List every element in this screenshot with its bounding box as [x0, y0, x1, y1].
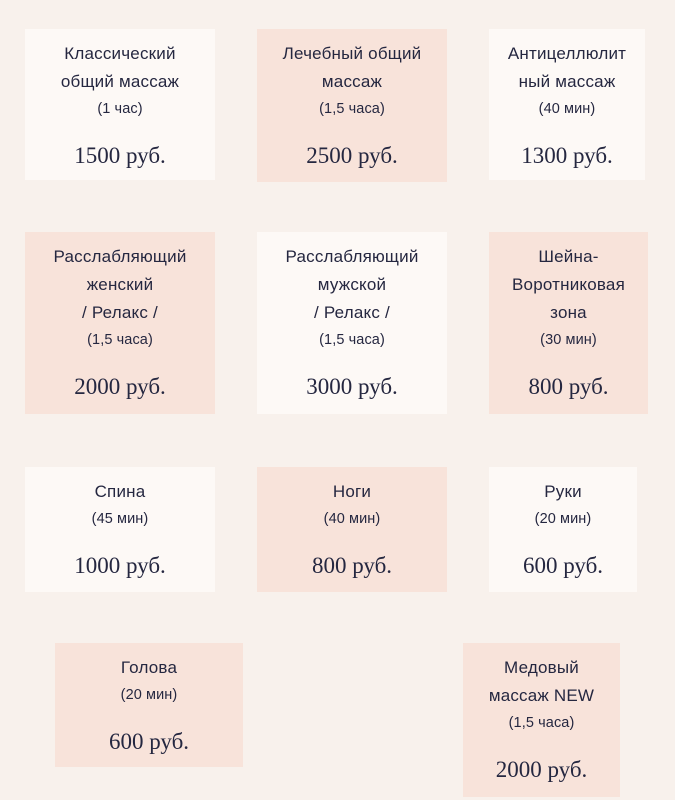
price-card-neck-collar-zone: [489, 232, 648, 414]
service-price: 2000 руб.: [74, 374, 166, 399]
service-title: [495, 478, 631, 506]
service-title: [263, 478, 441, 506]
service-title-line: ный массаж: [518, 72, 616, 91]
service-duration: (20 мин): [534, 511, 592, 527]
price-card-relax-women: [25, 232, 215, 414]
price-card-arms: [489, 467, 637, 592]
service-title: [495, 40, 639, 96]
service-title: [31, 40, 209, 96]
service-title-line: Расслабляющий: [285, 247, 419, 266]
price-card-honey-massage: [463, 643, 620, 797]
price-card-classic-general: [25, 29, 215, 180]
service-price: 600 руб.: [522, 553, 604, 578]
service-duration: (40 мин): [323, 511, 381, 527]
service-title: [31, 478, 209, 506]
service-title-line: Голова: [120, 658, 178, 677]
service-title: [31, 243, 209, 327]
service-title-line: Антицеллюлит: [507, 44, 627, 63]
service-title-line: мужской: [317, 275, 387, 294]
service-title-line: зона: [550, 303, 587, 322]
service-title: [61, 654, 237, 682]
service-price: 2000 руб.: [495, 757, 588, 782]
service-title-line: Лечебный общий: [282, 44, 422, 63]
price-card-anticellulite: [489, 29, 645, 180]
service-title-line: Руки: [544, 482, 582, 501]
service-title: [469, 654, 614, 710]
service-duration: (1,5 часа): [319, 101, 385, 117]
price-card-legs: [257, 467, 447, 592]
price-card-back: [25, 467, 215, 592]
service-duration: (20 мин): [120, 687, 178, 703]
price-card-relax-men: [257, 232, 447, 414]
service-price: 1500 руб.: [74, 143, 166, 168]
service-duration: (1 час): [97, 101, 143, 117]
service-title-line: Расслабляющий: [53, 247, 187, 266]
service-duration: (30 мин): [540, 332, 597, 348]
service-title-line: женский: [86, 275, 154, 294]
service-duration: (1,5 часа): [87, 332, 153, 348]
service-title-line: / Релакс /: [82, 303, 158, 322]
service-price: 800 руб.: [311, 553, 393, 578]
service-title-line: Классический: [64, 44, 176, 63]
service-title-line: Шейна-: [538, 247, 599, 266]
service-duration: (1,5 часа): [508, 715, 575, 731]
service-price: 1000 руб.: [74, 553, 166, 578]
service-duration: (45 мин): [91, 511, 149, 527]
service-price: 3000 руб.: [306, 374, 398, 399]
service-title-line: / Релакс /: [314, 303, 390, 322]
service-title-line: массаж: [321, 72, 383, 91]
service-price: 600 руб.: [108, 729, 190, 754]
service-title: [263, 40, 441, 96]
service-duration: (1,5 часа): [319, 332, 385, 348]
service-title-line: общий массаж: [60, 72, 180, 91]
service-price: 2500 руб.: [306, 143, 398, 168]
service-title: [263, 243, 441, 327]
service-price: 1300 руб.: [521, 143, 613, 168]
service-title-line: Воротниковая: [512, 275, 625, 294]
price-card-medical-general: [257, 29, 447, 182]
service-title-line: массаж NEW: [488, 686, 595, 705]
service-title-line: Спина: [94, 482, 146, 501]
price-card-head: [55, 643, 243, 767]
service-title: [495, 243, 642, 327]
service-title-line: Медовый: [504, 658, 579, 677]
service-price: 800 руб.: [528, 374, 609, 399]
service-duration: (40 мин): [538, 101, 596, 117]
service-title-line: Ноги: [332, 482, 372, 501]
